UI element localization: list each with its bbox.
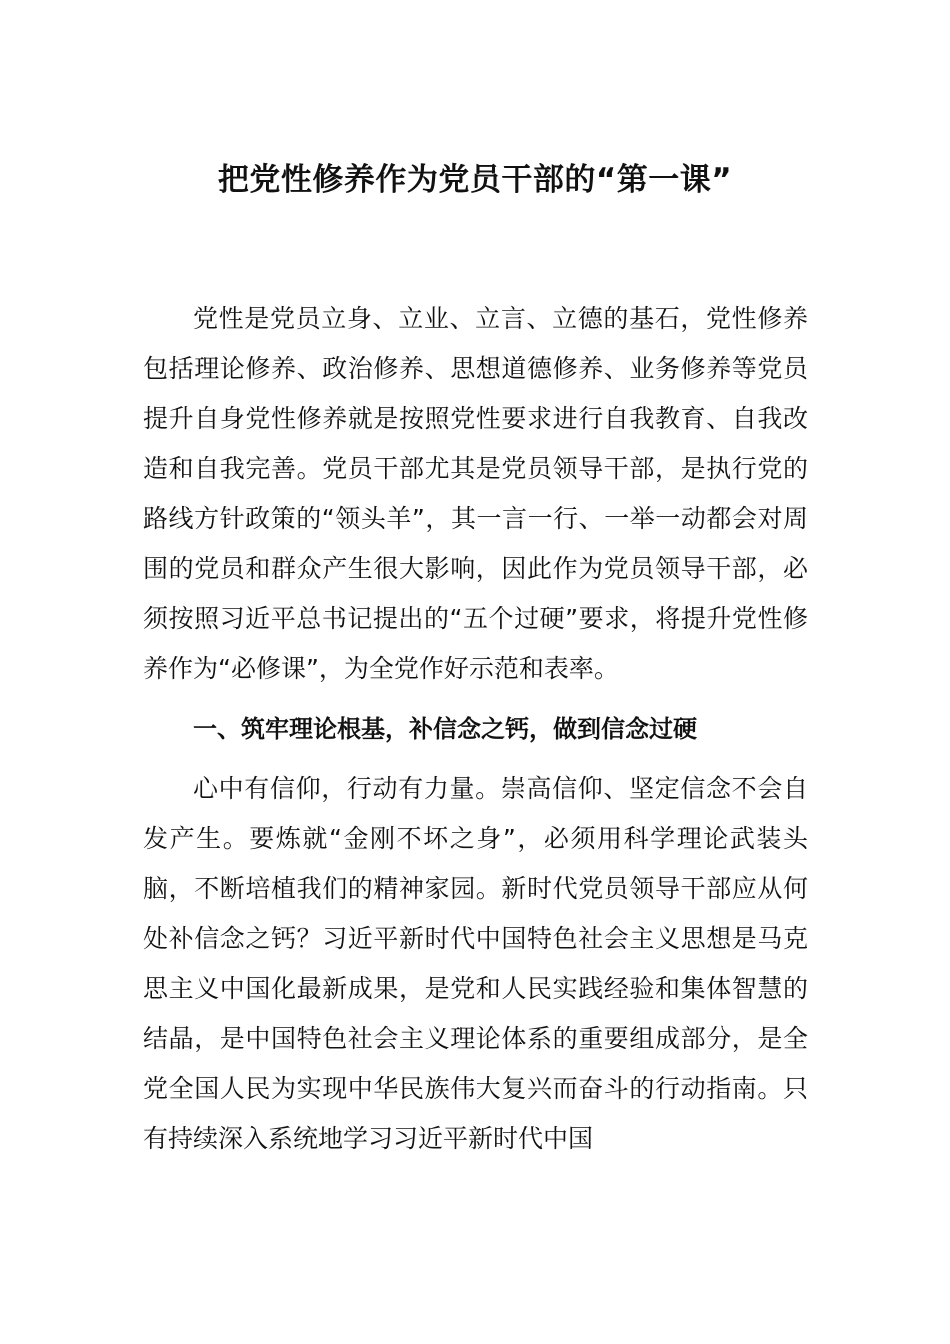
section-heading-1: 一、筑牢理论根基，补信念之钙，做到信念过硬 <box>193 715 697 743</box>
document-title: 把党性修养作为党员干部的“第一课” <box>217 162 733 198</box>
section-1-paragraph: 心中有信仰，行动有力量。崇高信仰、坚定信念不会自发产生。要炼就“金刚不坏之身”，必须用科学理论武装头脑，不断培植我们的精神家园。新时代党员领导干部应从何处补信念之钙？习近平新时代中国特色社会主义思想是马克思主义中国化最新成果，是党和人民实践经验和集体智慧的结晶，是中国特色社会主义理论体系的重要组成部分，是全党全国人民为实现中华民族伟大复兴而奋斗的行动指南。只有持续深入系统地学习习近平新时代中国 <box>143 774 808 1153</box>
intro-paragraph: 党性是党员立身、立业、立言、立德的基石，党性修养包括理论修养、政治修养、思想道德修养、业务修养等党员提升自身党性修养就是按照党性要求进行自我教育、自我改造和自我完善。党员干部尤其是党员领导干部，是执行党的路线方针政策的“领头羊”，其一言一行、一举一动都会对周围的党员和群众产生很大影响，因此作为党员领导干部，必须按照习近平总书记提出的“五个过硬”要求，将提升党性修养作为“必修课”，为全党作好示范和表率。 <box>143 304 808 683</box>
document-body <box>143 294 808 1164</box>
